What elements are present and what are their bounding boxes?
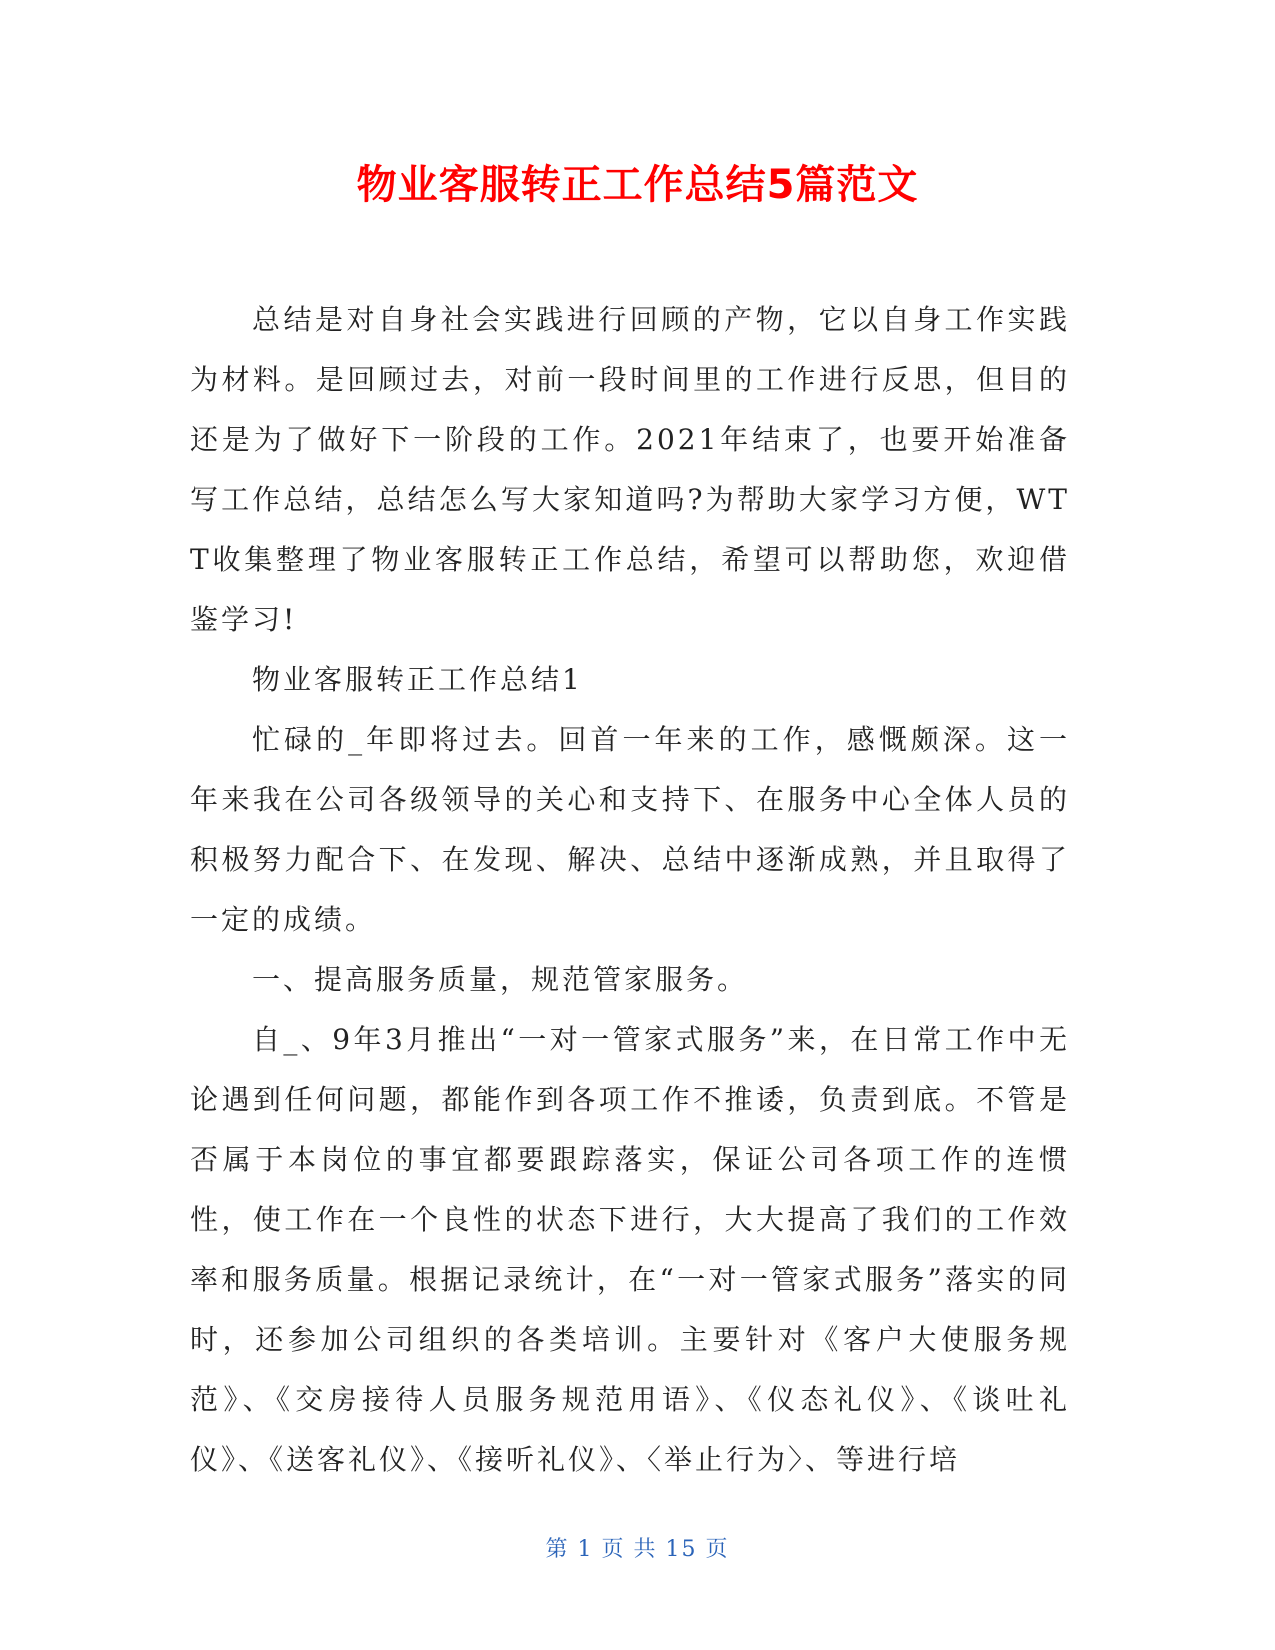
document-title: 物业客服转正工作总结5篇范文 — [356, 162, 919, 208]
footer-label-total: 共 — [633, 1537, 658, 1562]
footer-label-ye: 页 — [705, 1537, 730, 1562]
footer-total-pages: 15 — [665, 1537, 698, 1562]
subsection-heading: 一、提高服务质量，规范管家服务。 — [252, 963, 749, 996]
body-paragraph: 忙碌的_年即将过去。回首一年来的工作，感慨颇深。这一年来我在公司各级领导的关心和支持下、在服务中心全体人员的积极努力配合下、在发现、解决、总结中逐渐成熟，并且取得了一定的成绩。 — [190, 723, 1070, 936]
page-footer — [0, 1532, 1275, 1563]
footer-label-ye: 页 — [601, 1537, 626, 1562]
document-body — [190, 290, 1070, 1490]
footer-label-page: 第 — [545, 1537, 570, 1562]
footer-current-page: 1 — [577, 1537, 594, 1562]
section-heading: 物业客服转正工作总结1 — [252, 663, 583, 696]
body-paragraph: 自_、9年3月推出“一对一管家式服务”来，在日常工作中无论遇到任何问题，都能作到各项工作不推诿，负责到底。不管是否属于本岗位的事宜都要跟踪落实，保证公司各项工作的连惯性，使工作在一个良性的状态下进行，大大提高了我们的工作效率和服务质量。根据记录统计，在“一对一管家式服务”落实的同时，还参加公司组织的各类培训。主要针对《客户大使服务规范》、《交房接待人员服务规范用语》、《仪态礼仪》、《谈吐礼仪》、《送客礼仪》、《接听礼仪》、〈举止行为〉、等进行培 — [190, 1023, 1070, 1476]
intro-paragraph: 总结是对自身社会实践进行回顾的产物，它以自身工作实践为材料。是回顾过去，对前一段时间里的工作进行反思，但目的还是为了做好下一阶段的工作。2021年结束了，也要开始准备写工作总结，总结怎么写大家知道吗?为帮助大家学习方便，WTT收集整理了物业客服转正工作总结，希望可以帮助您，欢迎借鉴学习! — [190, 303, 1070, 636]
